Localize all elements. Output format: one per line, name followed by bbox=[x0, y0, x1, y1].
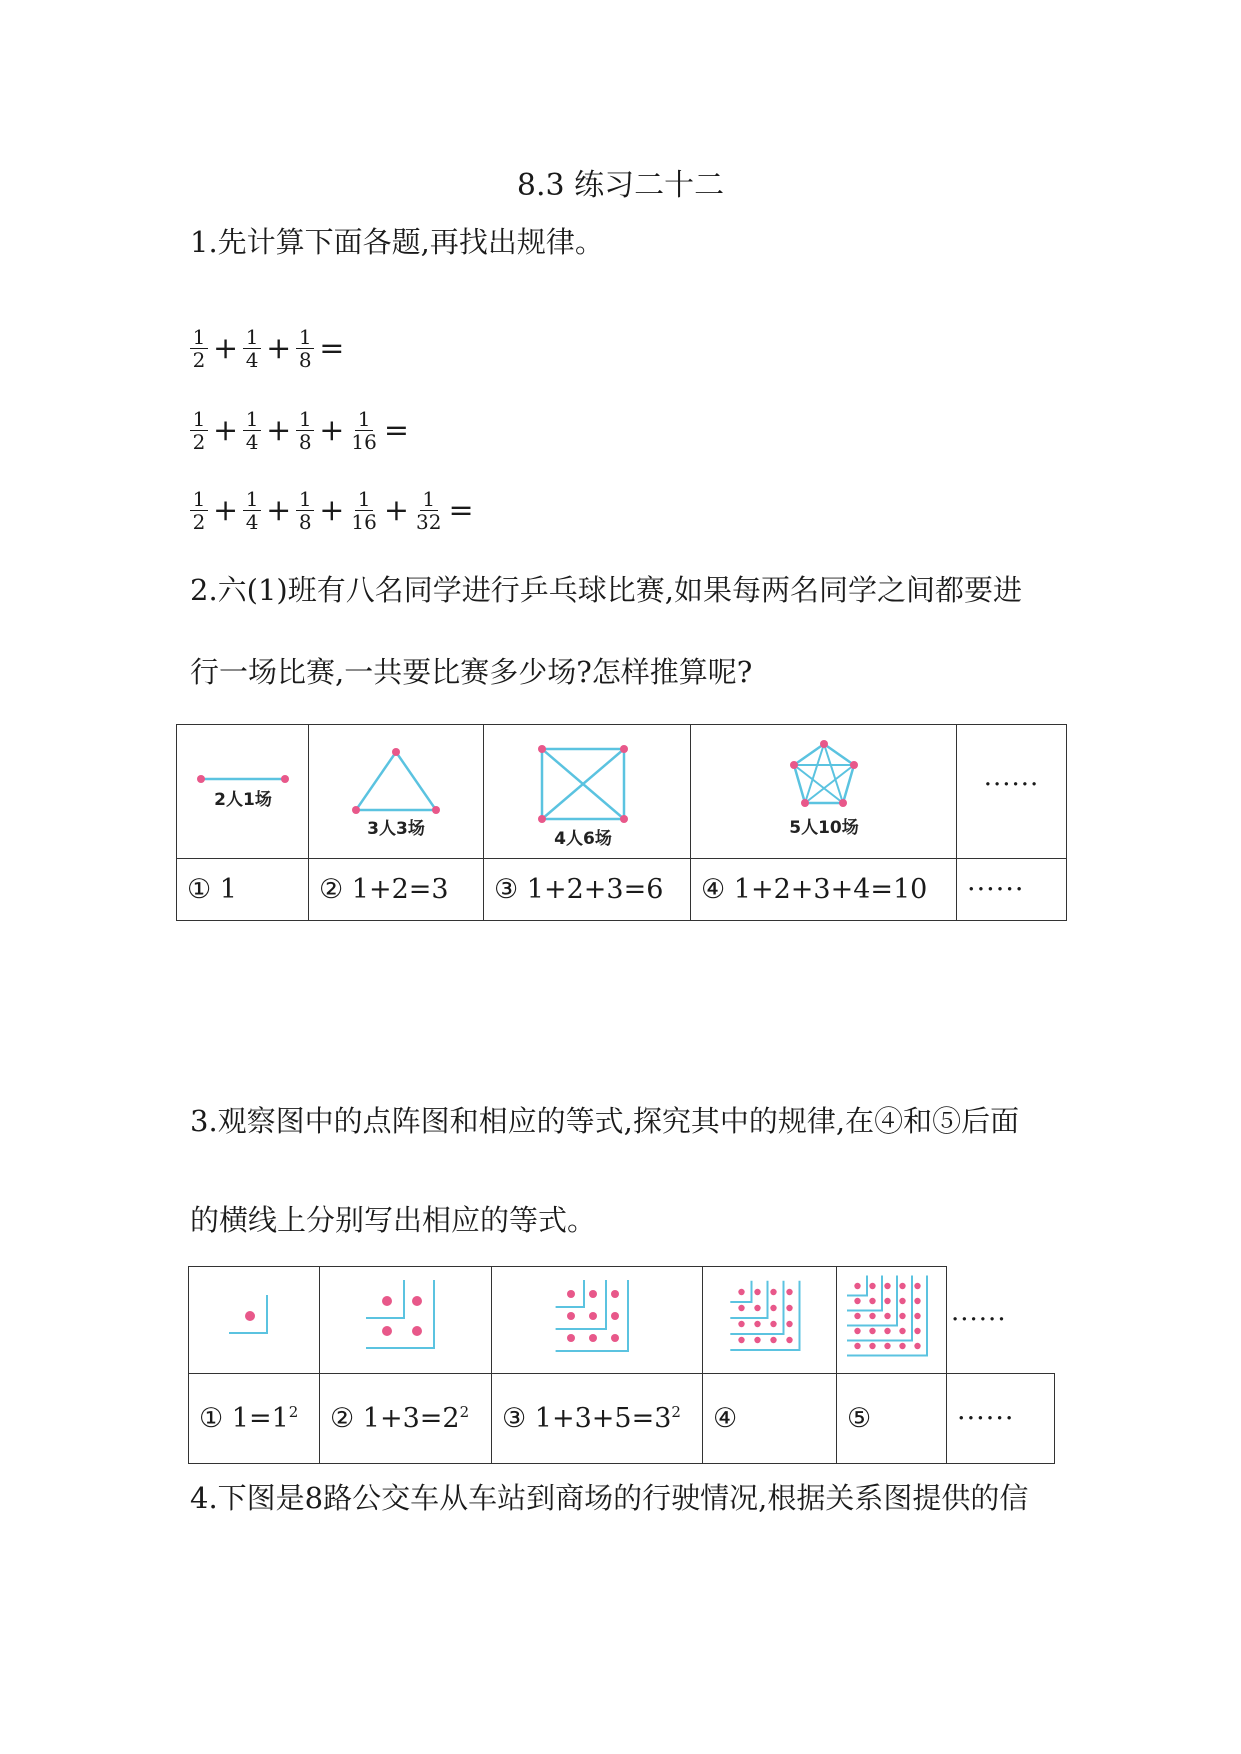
dot bbox=[786, 1289, 792, 1295]
dot-array-5 bbox=[839, 1272, 944, 1368]
q2-table bbox=[176, 724, 1067, 921]
dot bbox=[914, 1283, 920, 1289]
dot bbox=[869, 1328, 875, 1334]
dot bbox=[869, 1313, 875, 1319]
q3-formula-2 bbox=[320, 1374, 492, 1464]
dot bbox=[869, 1343, 875, 1349]
five-player-diagram bbox=[744, 732, 904, 852]
formula-exponent: 2 bbox=[288, 1403, 299, 1421]
fraction bbox=[296, 326, 314, 371]
dot bbox=[412, 1296, 422, 1306]
equals-sign: = bbox=[319, 330, 345, 366]
dot bbox=[884, 1343, 890, 1349]
figure-label: 5人10场 bbox=[788, 817, 859, 838]
numerator: 1 bbox=[190, 326, 208, 349]
dot bbox=[738, 1305, 744, 1311]
denominator: 2 bbox=[192, 347, 206, 372]
figure-label: 2人1场 bbox=[213, 789, 272, 810]
dot bbox=[382, 1326, 392, 1336]
dot bbox=[884, 1313, 890, 1319]
dot-array-3 bbox=[512, 1280, 682, 1360]
q3-dot-cell-more bbox=[947, 1267, 1055, 1374]
denominator: 8 bbox=[298, 347, 312, 372]
fraction bbox=[243, 408, 261, 453]
q2-fig-cell-more bbox=[957, 725, 1067, 859]
dot bbox=[770, 1321, 776, 1327]
fraction bbox=[349, 408, 378, 453]
plus-sign: + bbox=[266, 330, 292, 366]
dot bbox=[754, 1337, 760, 1343]
plus-sign: + bbox=[383, 492, 410, 528]
figure-label: 3人3场 bbox=[367, 818, 425, 839]
dot bbox=[899, 1283, 905, 1289]
ellipsis: ······ bbox=[951, 1304, 1007, 1335]
q2-fig-cell-3 bbox=[309, 725, 484, 859]
equals-sign: = bbox=[448, 492, 474, 528]
dot bbox=[567, 1334, 575, 1342]
q3-formula-3 bbox=[492, 1374, 703, 1464]
dot bbox=[611, 1334, 619, 1342]
equals-sign: = bbox=[383, 412, 410, 448]
dot bbox=[899, 1313, 905, 1319]
fraction bbox=[296, 408, 314, 453]
numerator: 1 bbox=[355, 488, 373, 511]
q3-dot-cell-2 bbox=[320, 1267, 492, 1374]
dot bbox=[770, 1337, 776, 1343]
three-player-diagram bbox=[336, 742, 456, 842]
two-player-diagram bbox=[188, 757, 298, 827]
dot bbox=[786, 1321, 792, 1327]
q3-prompt-line1: 3.观察图中的点阵图和相应的等式,探究其中的规律,在④和⑤后面 bbox=[190, 1104, 1020, 1138]
dot bbox=[854, 1298, 860, 1304]
dot bbox=[611, 1312, 619, 1320]
q2-formula-2: ② 1+2=3 bbox=[309, 859, 484, 921]
plus-sign: + bbox=[266, 492, 292, 528]
denominator: 16 bbox=[351, 509, 377, 534]
q2-formula-3: ③ 1+2+3=6 bbox=[484, 859, 691, 921]
fraction bbox=[243, 488, 261, 533]
numerator: 1 bbox=[243, 488, 261, 511]
dot bbox=[854, 1283, 860, 1289]
q1-equation-3 bbox=[188, 475, 477, 545]
formula-base: ① 1=1 bbox=[199, 1403, 289, 1434]
dot bbox=[786, 1305, 792, 1311]
denominator: 32 bbox=[416, 509, 442, 534]
q4-prompt: 4.下图是8路公交车从车站到商场的行驶情况,根据关系图提供的信 bbox=[190, 1481, 1029, 1515]
q2-fig-cell-2 bbox=[177, 725, 309, 859]
q2-prompt-line1: 2.六(1)班有八名同学进行乒乓球比赛,如果每两名同学之间都要进 bbox=[190, 573, 1022, 607]
formula-exponent: 2 bbox=[671, 1403, 681, 1421]
dot bbox=[854, 1343, 860, 1349]
plus-sign: + bbox=[213, 412, 239, 448]
plus-sign: + bbox=[213, 330, 239, 366]
dot bbox=[914, 1328, 920, 1334]
fraction bbox=[190, 326, 208, 371]
fraction bbox=[190, 488, 208, 533]
dot bbox=[899, 1298, 905, 1304]
dot bbox=[412, 1326, 422, 1336]
numerator: 1 bbox=[355, 408, 373, 431]
q3-dot-cell-3 bbox=[492, 1267, 703, 1374]
fraction bbox=[296, 488, 314, 533]
numerator: 1 bbox=[243, 408, 261, 431]
q3-prompt-line2: 的横线上分别写出相应的等式。 bbox=[190, 1203, 597, 1237]
numerator: 1 bbox=[296, 326, 314, 349]
dot bbox=[754, 1321, 760, 1327]
q3-table bbox=[188, 1266, 1055, 1464]
formula-base: ⑤ bbox=[847, 1403, 872, 1434]
q2-fig-cell-5 bbox=[691, 725, 957, 859]
fraction bbox=[349, 488, 378, 533]
denominator: 4 bbox=[245, 429, 259, 454]
q2-formula-4: ④ 1+2+3+4=10 bbox=[691, 859, 957, 921]
q3-dot-cell-4 bbox=[703, 1267, 837, 1374]
plus-sign: + bbox=[319, 492, 345, 528]
q2-fig-cell-4 bbox=[484, 725, 691, 859]
plus-sign: + bbox=[213, 492, 239, 528]
dot bbox=[754, 1305, 760, 1311]
ellipsis: ······ bbox=[947, 1374, 1055, 1464]
denominator: 16 bbox=[351, 429, 377, 454]
page-title: 8.3 练习二十二 bbox=[516, 168, 725, 203]
q3-dot-cell-1 bbox=[189, 1267, 320, 1374]
denominator: 4 bbox=[245, 509, 259, 534]
denominator: 2 bbox=[192, 429, 206, 454]
dot bbox=[869, 1283, 875, 1289]
ellipsis: ······ bbox=[983, 769, 1040, 800]
dot bbox=[884, 1283, 890, 1289]
dot bbox=[899, 1328, 905, 1334]
q1-equation-1 bbox=[188, 313, 347, 383]
fraction bbox=[243, 326, 261, 371]
figure-label: 4人6场 bbox=[554, 828, 612, 849]
bracket-line bbox=[847, 1276, 882, 1311]
dot bbox=[589, 1290, 597, 1298]
bracket-line bbox=[730, 1281, 767, 1318]
dot bbox=[589, 1334, 597, 1342]
dot bbox=[869, 1298, 875, 1304]
denominator: 8 bbox=[298, 509, 312, 534]
dot bbox=[738, 1321, 744, 1327]
numerator: 1 bbox=[296, 408, 314, 431]
dot-array-4 bbox=[707, 1275, 832, 1365]
dot bbox=[245, 1311, 255, 1321]
dot bbox=[899, 1343, 905, 1349]
dot bbox=[738, 1289, 744, 1295]
formula-exponent: 2 bbox=[459, 1403, 470, 1421]
formula-base: ② 1+3=2 bbox=[330, 1403, 460, 1434]
dot bbox=[770, 1289, 776, 1295]
dot bbox=[567, 1312, 575, 1320]
dot bbox=[754, 1289, 760, 1295]
numerator: 1 bbox=[190, 408, 208, 431]
denominator: 2 bbox=[192, 509, 206, 534]
dot bbox=[611, 1290, 619, 1298]
plus-sign: + bbox=[266, 412, 292, 448]
fraction bbox=[414, 488, 443, 533]
q3-formula-4 bbox=[703, 1374, 837, 1464]
q1-equation-2 bbox=[188, 395, 412, 465]
ellipsis: ······ bbox=[957, 859, 1067, 921]
dot bbox=[884, 1298, 890, 1304]
numerator: 1 bbox=[420, 488, 438, 511]
dot-array-2 bbox=[331, 1280, 481, 1360]
q3-formula-5 bbox=[837, 1374, 947, 1464]
numerator: 1 bbox=[243, 326, 261, 349]
dot bbox=[914, 1313, 920, 1319]
four-player-diagram bbox=[512, 732, 662, 852]
numerator: 1 bbox=[190, 488, 208, 511]
dot-array-1 bbox=[199, 1280, 309, 1360]
dot bbox=[589, 1312, 597, 1320]
dot bbox=[770, 1305, 776, 1311]
dot bbox=[738, 1337, 744, 1343]
dot bbox=[567, 1290, 575, 1298]
dot bbox=[382, 1296, 392, 1306]
q2-prompt-line2: 行一场比赛,一共要比赛多少场?怎样推算呢? bbox=[190, 655, 753, 689]
dot bbox=[854, 1328, 860, 1334]
denominator: 8 bbox=[298, 429, 312, 454]
bracket-line bbox=[556, 1280, 606, 1329]
q2-formula-1: ① 1 bbox=[177, 859, 309, 921]
numerator: 1 bbox=[296, 488, 314, 511]
q1-prompt: 1.先计算下面各题,再找出规律。 bbox=[190, 225, 604, 259]
dot bbox=[914, 1343, 920, 1349]
dot bbox=[786, 1337, 792, 1343]
q3-formula-1 bbox=[189, 1374, 320, 1464]
bracket-line bbox=[366, 1280, 434, 1348]
dot bbox=[884, 1328, 890, 1334]
plus-sign: + bbox=[319, 412, 345, 448]
q3-dot-cell-5 bbox=[837, 1267, 947, 1374]
formula-base: ④ bbox=[713, 1403, 738, 1434]
dot bbox=[854, 1313, 860, 1319]
formula-base: ③ 1+3+5=3 bbox=[502, 1403, 672, 1434]
denominator: 4 bbox=[245, 347, 259, 372]
fraction bbox=[190, 408, 208, 453]
dot bbox=[914, 1298, 920, 1304]
